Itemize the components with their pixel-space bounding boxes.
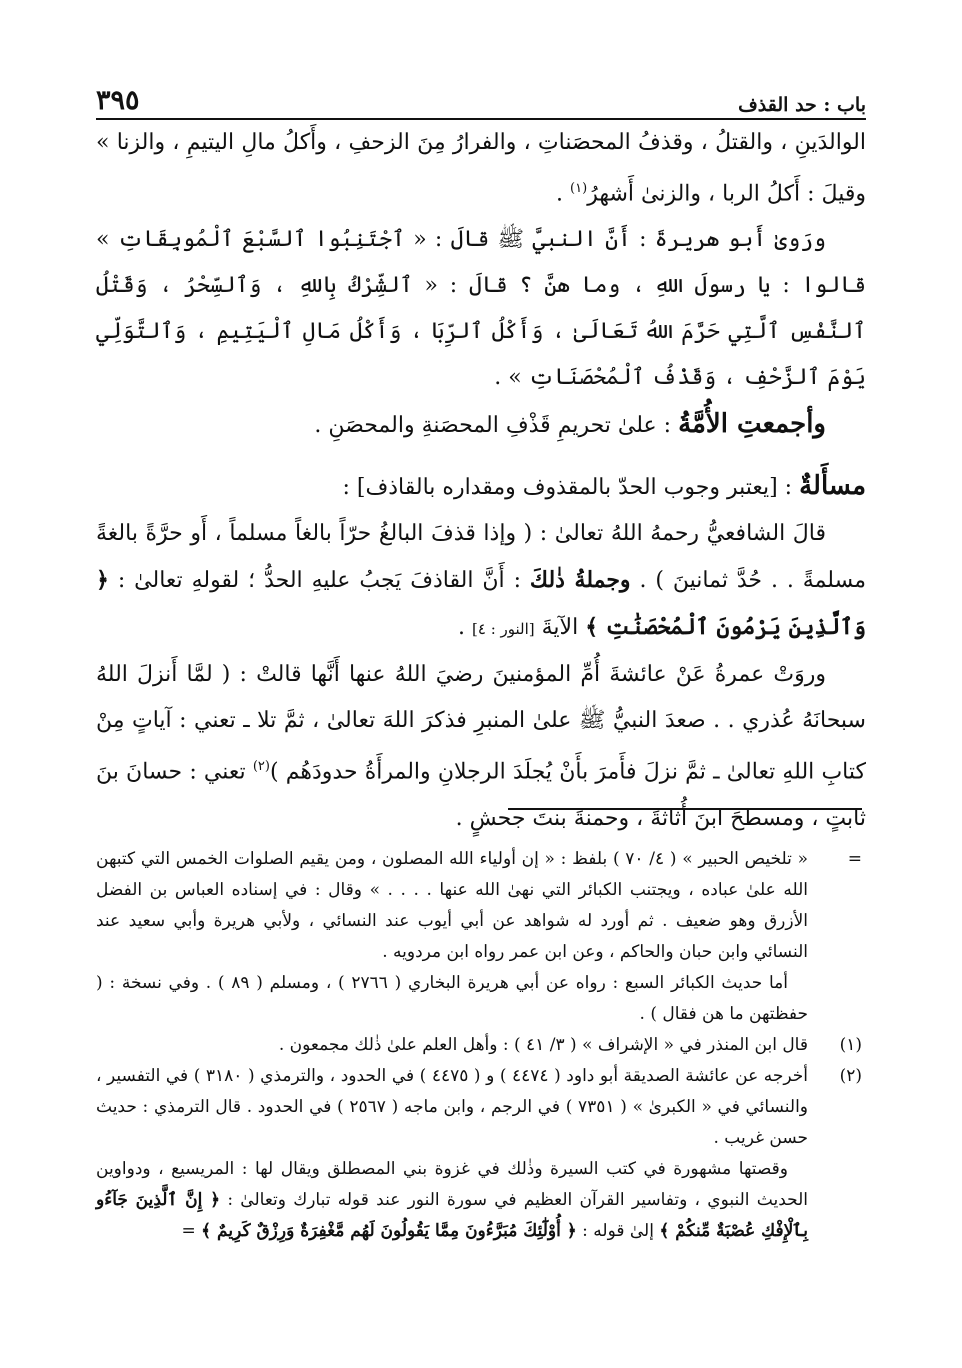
running-title: باب : حد القذف <box>738 94 866 116</box>
footnote-2-continuation: وقصتها مشهورة في كتب السيرة وذٰلك في غزوة بني المصطلق ويقال لها : المريسيع ، ودواوين الحديث النبوي ، وتفاسير القرآن العظيم في سورة النور عند قوله تبارك وتعالىٰ : ﴿ إِنَّ ٱلَّذِينَ جَآءُو بِٱلْإِفْكِ عُصْبَةٌ مِّنكُمْ ﴾ إلىٰ قوله : ﴿ أُوْلَٰٓئِكَ مُبَرَّءُونَ مِمَّا يَقُولُونَ لَهُم مَّغْفِرَةٌ وَرِزْقٌ كَرِيمٌ ﴾ = <box>96 1159 808 1241</box>
issue-heading-lead: مسأَلةٌ <box>799 471 866 502</box>
page-number: ٣٩٥ <box>96 85 140 116</box>
footnote-1: (١) قال ابن المنذر في « الإشراف » ( ٣/ ٤١ ) : وأهل العلم علىٰ ذٰلك مجمعون . <box>96 1030 866 1061</box>
footnote-2-number: (٢) <box>839 1066 862 1086</box>
paragraph-4: قالَ الشافعيُّ رحمهُ اللهُ تعالىٰ : ( وإذا قذفَ البالغُ حرّاً بالغاً مسلماً ، أَو حرَّةً بالغةً مسلمةً . . حُدَّ ثمانينَ ) . وجملةُ ذٰلكَ : أَنَّ القاذفَ يَجبُ عليهِ الحدُّ ؛ لقولهِ تعالىٰ : ﴿ وَٱلَّذِينَ يَرْمُونَ ٱلْمُحْصَنَٰتِ ﴾ الآيةَ [النور : ٤] . <box>96 521 866 641</box>
footnote-ref-1: (١) <box>570 181 588 196</box>
footnote-ref-2: (٢) <box>252 759 270 775</box>
paragraph-4-lead: وجملةُ ذٰلكَ <box>529 567 631 594</box>
main-text <box>96 120 866 842</box>
footnote-quran-2: ﴿ أُوْلَٰٓئِكَ مُبَرَّءُونَ مِمَّا يَقُولُونَ لَهُم مَّغْفِرَةٌ وَرِزْقٌ كَرِيمٌ ﴾ <box>201 1221 577 1241</box>
paragraph-5: وروَتْ عمرةُ عَنْ عائشةَ أُمِّ المؤمنينَ رضيَ اللهُ عنها أَنَّها قالتْ : ( لمَّا أَنزلَ اللهُ سبحانَهُ عُذري . . صعدَ النبيُّ ﷺ علىٰ المنبرِ فذكرَ اللهَ تعالىٰ ، ثمَّ تلا ـ تعني : آياتٍ مِنْ كتابِ اللهِ تعالىٰ ـ ثمَّ نزلَ فأَمرَ بأَنْ يُجلَدَ الرجلانِ والمرأَةُ حدودَهُم )$^{(٢)}$ تعني : حسانَ بنَ ثابتٍ ، ومسطحَ ابنَ أُثاثةَ ، وحمنةَ بنتَ جحشٍ . <box>96 662 866 831</box>
quran-verse: ﴿ وَٱلَّذِينَ يَرْمُونَ ٱلْمُحْصَنَٰتِ ﴾ <box>96 567 866 641</box>
paragraph-1: الوالدَينِ ، والقتلُ ، وقذفُ المحصَناتِ ، والفرارُ مِنَ الزحفِ ، وأَكلُ مالِ اليتيمِ ، والزنا » وقيلَ : أَكلُ الربا ، والزنىٰ أَشهرُ$^{(١)}$ . <box>96 130 866 207</box>
footnote-1-number: (١) <box>839 1035 862 1055</box>
footnote-quran-1: ﴿ إِنَّ ٱلَّذِينَ جَآءُو بِٱلْإِفْكِ عُصْبَةٌ مِّنكُمْ ﴾ <box>96 1190 808 1241</box>
continuation-marker: = <box>847 849 862 869</box>
paragraph-2: ورَوىٰ أَبو هريرةَ : أَنَّ النبيَّ ﷺ قالَ : « ٱجْتَنِبُوا ٱلسَّبْعَ ٱلْمُوبِقَاتِ » قالوا : يا رسولَ اللهِ ، وما هنَّ ؟ قالَ : « ٱلشِّرْكُ بِاللهِ ، وَٱلسِّحْرُ ، وَقَتْلُ ٱلنَّفْسِ ٱلَّتِي حَرَّمَ اللهُ تَعَالَىٰ ، وَأَكْلُ ٱلرِّبَا ، وَأَكْلُ مَالِ ٱلْيَتِيمِ ، وَٱلتَّوَلِّي يَوْمَ ٱلزَّحْفِ ، وَقَذْفُ ٱلْمُحْصَنَاتِ » . <box>96 227 866 391</box>
page-header <box>96 80 866 116</box>
next-page-marker: = <box>181 1221 202 1241</box>
paragraph-3: وأجمعتِ الأُمَّةُ : علىٰ تحريمِ قَذْفِ المحصَنةِ والمحصَنِ . <box>314 409 826 440</box>
footnote-continuation-1: = « تلخيص الحبير » ( ٤/ ٧٠ ) بلفظ : « إن أولياء الله المصلون ، ومن يقيم الصلوات الخمس التي كتبهن الله علىٰ عباده ، ويجتنب الكبائر التي نهىٰ الله عنها . . . . » وقال : في إسناده العباس بن الفضل الأزرق وهو ضعيف . ثم أورد له شواهد عن أبي أيوب عند النسائي ، ولأبي هريرة وأبي سعيد عند النسائي وابن حبان والحاكم ، وعن ابن عمر رواه ابن مردويه . <box>96 844 866 968</box>
issue-heading: مسأَلةٌ : [يعتبر وجوب الحدّ بالمقذوف ومقداره بالقاذف] : <box>342 471 866 502</box>
paragraph-3-lead: وأجمعتِ الأُمَّةُ <box>678 409 826 440</box>
footnote-separator <box>508 808 862 810</box>
surah-reference: [النور : ٤] <box>472 620 535 639</box>
footnotes <box>96 844 866 1247</box>
footnote-continuation-2: أما حديث الكبائر السبع : رواه عن أبي هريرة البخاري ( ٢٧٦٦ ) ، ومسلم ( ٨٩ ) . وفي نسخة : ( حفظتهن ما هن فقال ) . <box>96 973 808 1024</box>
footnote-2: (٢) أخرجه عن عائشة الصديقة أبو داود ( ٤٤٧٤ ) و ( ٤٤٧٥ ) في الحدود ، والترمذي ( ٣١٨٠ ) في التفسير ، والنسائي في « الكبرىٰ » ( ٧٣٥١ ) في الرجم ، وابن ماجه ( ٢٥٦٧ ) في الحدود . قال الترمذي : حديث حسن غريب . <box>96 1061 866 1154</box>
